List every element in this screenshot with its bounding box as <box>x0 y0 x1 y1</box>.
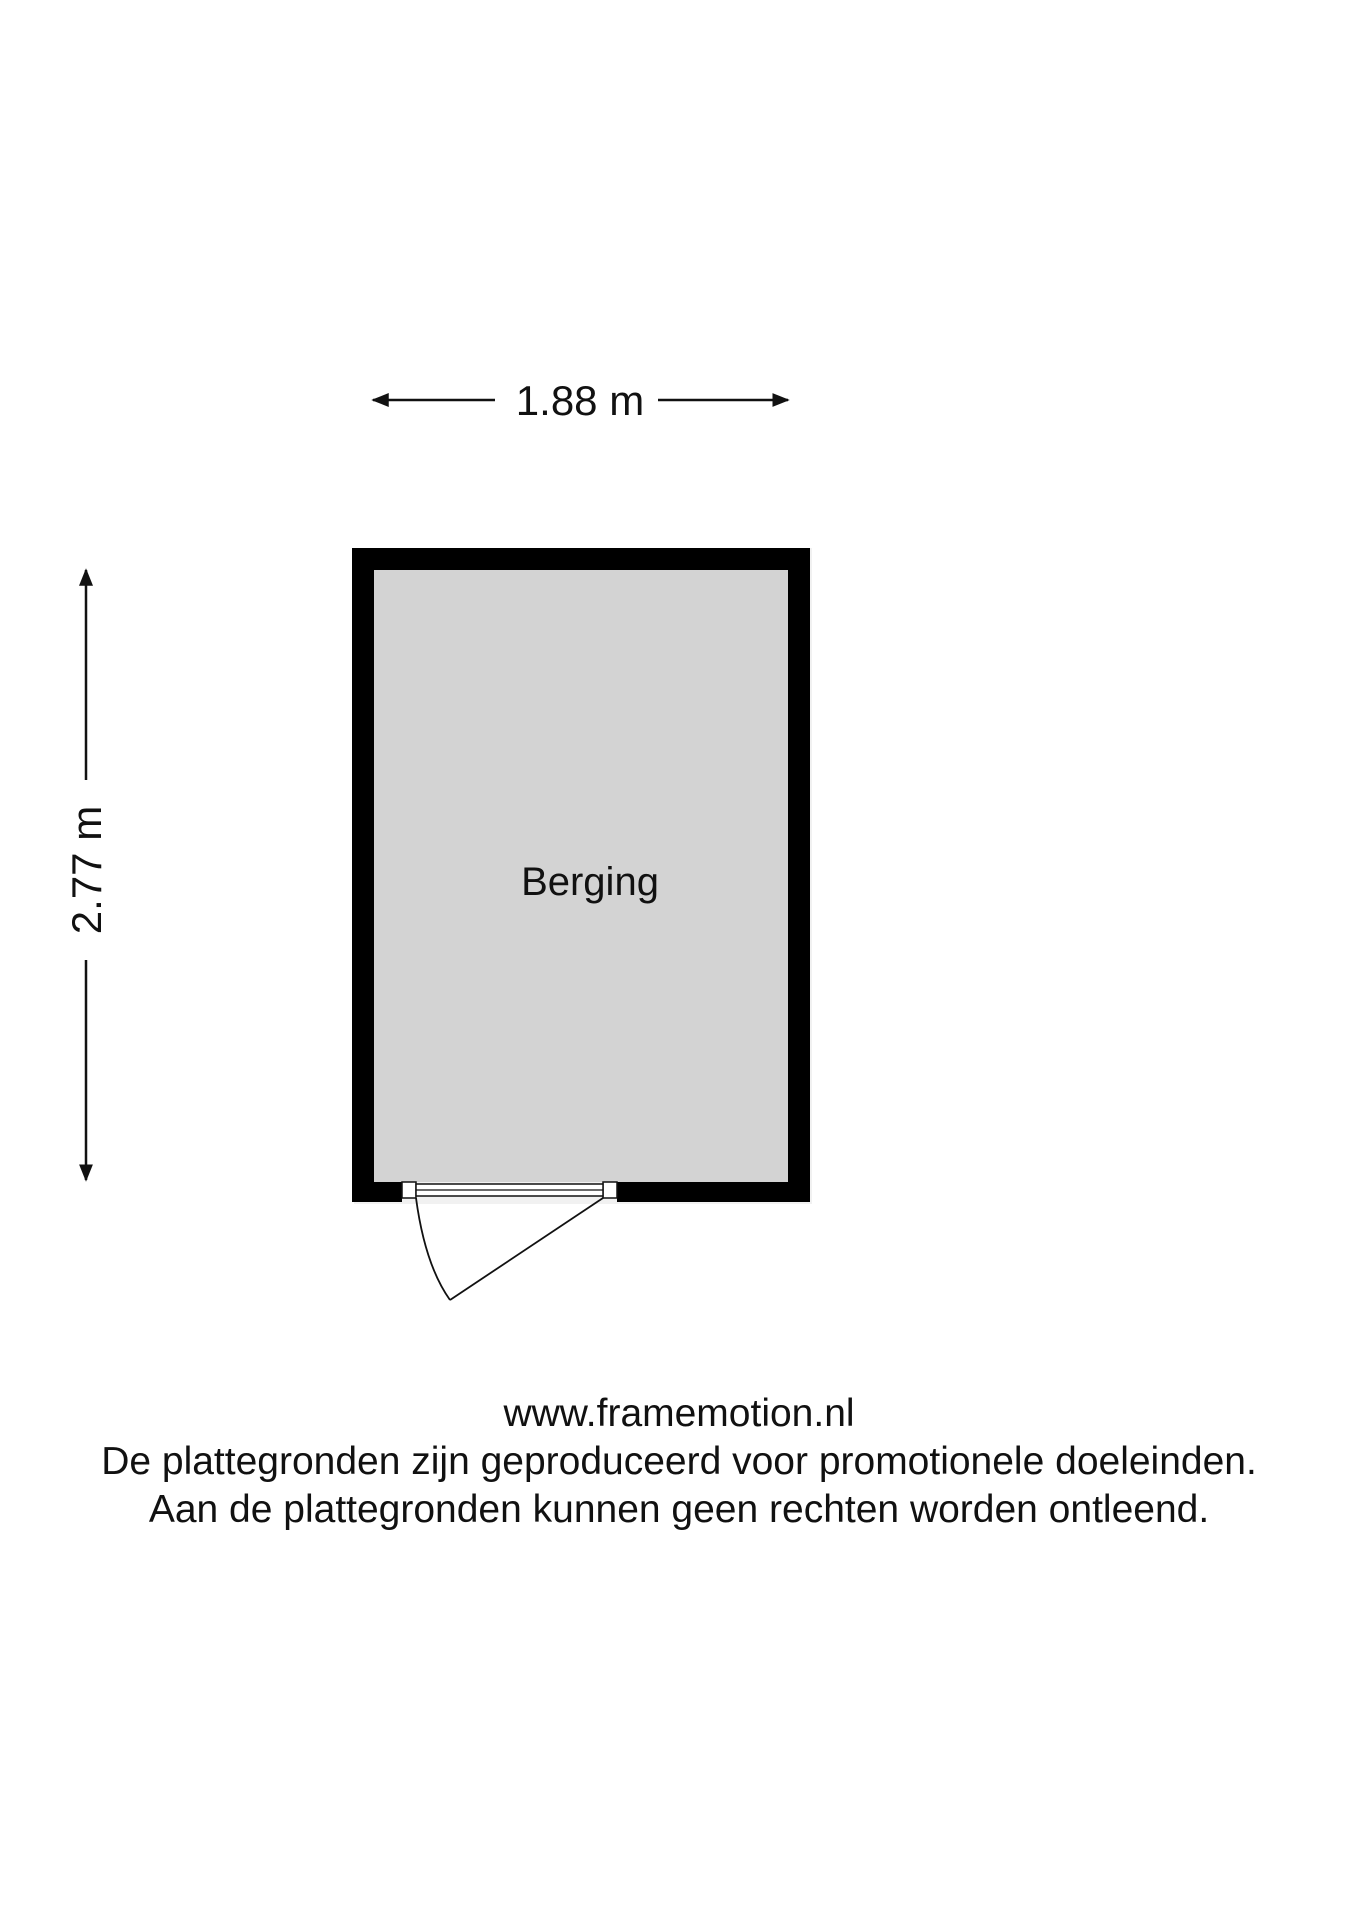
door-leaf <box>450 1198 603 1300</box>
door-jamb-left <box>402 1182 416 1198</box>
wall-bottom-left <box>352 1182 402 1202</box>
wall-top <box>352 548 810 570</box>
height-dimension <box>63 570 110 1180</box>
width-dimension <box>373 377 788 424</box>
door-swing-arc <box>416 1198 450 1300</box>
website-link[interactable]: www.framemotion.nl <box>503 1392 855 1435</box>
disclaimer-line-1: De plattegronden zijn geproduceerd voor promotionele doeleinden. <box>101 1440 1257 1483</box>
wall-left <box>352 548 374 1202</box>
wall-right <box>788 548 810 1202</box>
disclaimer-line-2: Aan de plattegronden kunnen geen rechten worden ontleend. <box>148 1488 1210 1531</box>
door-jamb-right <box>603 1182 617 1198</box>
width-dimension-label: 1.88 m <box>515 377 645 424</box>
footer <box>0 1390 1358 1534</box>
wall-bottom-right <box>617 1182 810 1202</box>
room-berging <box>352 548 812 1300</box>
room-label: Berging <box>521 860 659 904</box>
height-dimension-label: 2.77 m <box>63 805 110 935</box>
